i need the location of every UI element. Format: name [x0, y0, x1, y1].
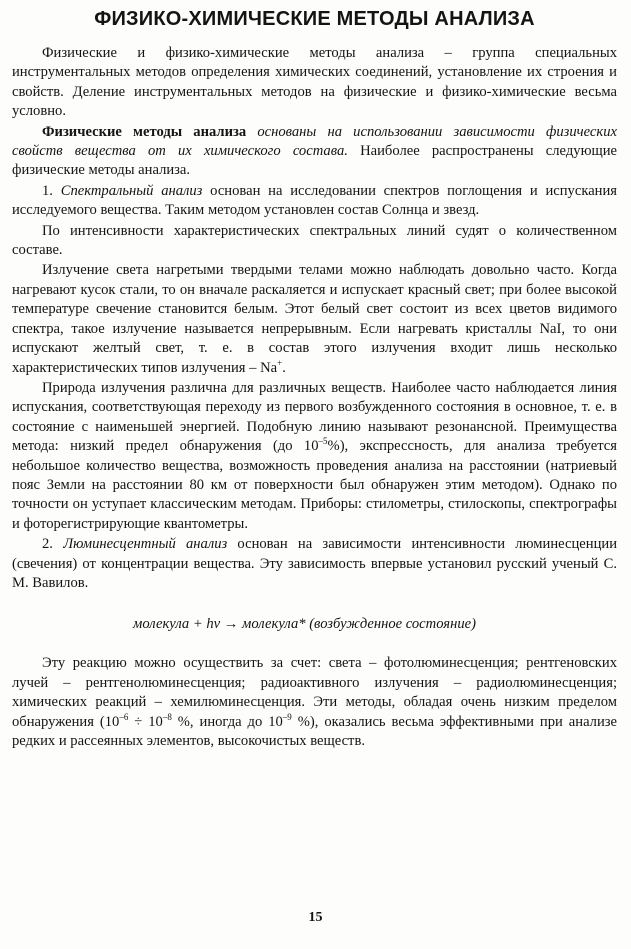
paragraph-intensity: По интенсивности характеристических спектральных линий судят о количественном составе. — [12, 222, 617, 259]
paragraph-text: основан на зависимости интенсивности люминесценции (свечения) от концентрации вещества. Эту зависимость впервые установил русский ученый С. М. Вавилов. — [12, 536, 617, 591]
paragraph-text: %), оказались весьма эффективными при анализе редких и рассеянных элементов, высокочистых веществ. — [12, 713, 618, 749]
paragraph-text: Наиболее распространены следующие физические методы анализа. — [12, 143, 617, 179]
superscript: –8 — [162, 711, 172, 722]
paragraph-text: Эту реакцию можно осуществить за счет: света – фотолюминесценция; рентгеновских лучей – рентгенолюминесценция; радиоактивного излучения – радиолюминесценция; химических реакций – хемилюминесценция. Эти методы, обладая очень низким пределом обнаружения (10 — [12, 655, 617, 730]
page-title: ФИЗИКО-ХИМИЧЕСКИЕ МЕТОДЫ АНАЛИЗА — [94, 8, 535, 30]
superscript: –5 — [318, 436, 328, 447]
paragraph-emission — [12, 261, 617, 377]
paragraph-text: основан на исследовании спектров поглощения и испускания исследуемого вещества. Таким методом установлен состав Солнца и звезд. — [12, 182, 617, 219]
paragraph-luminescence-types — [12, 654, 617, 751]
reaction-formula: молекула + hv → молекула* (возбужденное состояние) — [133, 616, 476, 633]
text-body — [12, 44, 617, 751]
italic-term: Люминесцентный анализ — [63, 536, 228, 553]
bold-term: Физические методы анализа — [42, 123, 247, 140]
page-number: 15 — [308, 910, 323, 925]
paragraph-physical-methods — [12, 123, 617, 181]
paragraph-end: . — [282, 359, 286, 376]
paragraph-nature-of-emission — [12, 379, 617, 534]
superscript: –9 — [282, 711, 292, 722]
paragraph-text: Природа излучения различна для различных веществ. Наиболее часто наблюдается линия испускания, соответствующая переходу из первого возбужденного состояния в основное, т. е. в состояние с наименьшей энергией. Подобную линию называют резонансной. Преимущества метода: низкий предел обнаружения (до 10 — [12, 379, 617, 455]
italic-definition: основаны на использовании зависимости физических свойств вещества от их химического состава. — [12, 123, 617, 160]
paragraph-text: Излучение света нагретыми твердыми телами можно наблюдать довольно часто. Когда нагревают кусок стали, то он вначале раскаляется и испускает красный свет; при более высокой температуре свечение становится белым. Этот белый свет состоит из всех цветов видимого спектра, такое излучение называется непрерывным. Если нагревать кристаллы NaI, то они испускают желтый свет, т. е. в состав этого излучения входит лишь несколько характеристических типов излучения – Na — [12, 262, 617, 376]
paragraph-text: %, иногда до 10 — [171, 713, 283, 730]
list-number: 2. — [42, 536, 64, 553]
paragraph-spectral-analysis — [12, 182, 617, 221]
superscript: + — [277, 357, 283, 368]
superscript: –6 — [119, 711, 129, 722]
paragraph-text-rest: %), экспрессность, для анализа требуется небольшое количество вещества, возможность проведения анализа на расстоянии (натриевый пояс Земли на расстоянии 80 км от поверхности был обнаружен этим методом). Однако по точности он уступает классическим методам. Приборы: стилометры, стилоскопы, спектрографы и фоторегистрирующие квантометры. — [12, 438, 617, 532]
paragraph-intro: Физические и физико-химические методы анализа – группа специальных инструментальных методов определения химических соединений, установление их строения и свойств. Деление инструментальных методов на физические и физико-химические весьма условно. — [12, 45, 617, 120]
paragraph-luminescent-analysis — [12, 535, 617, 593]
list-number: 1. — [42, 182, 61, 199]
italic-term: Спектральный анализ — [60, 182, 203, 199]
paragraph-text: ÷ 10 — [128, 713, 163, 730]
